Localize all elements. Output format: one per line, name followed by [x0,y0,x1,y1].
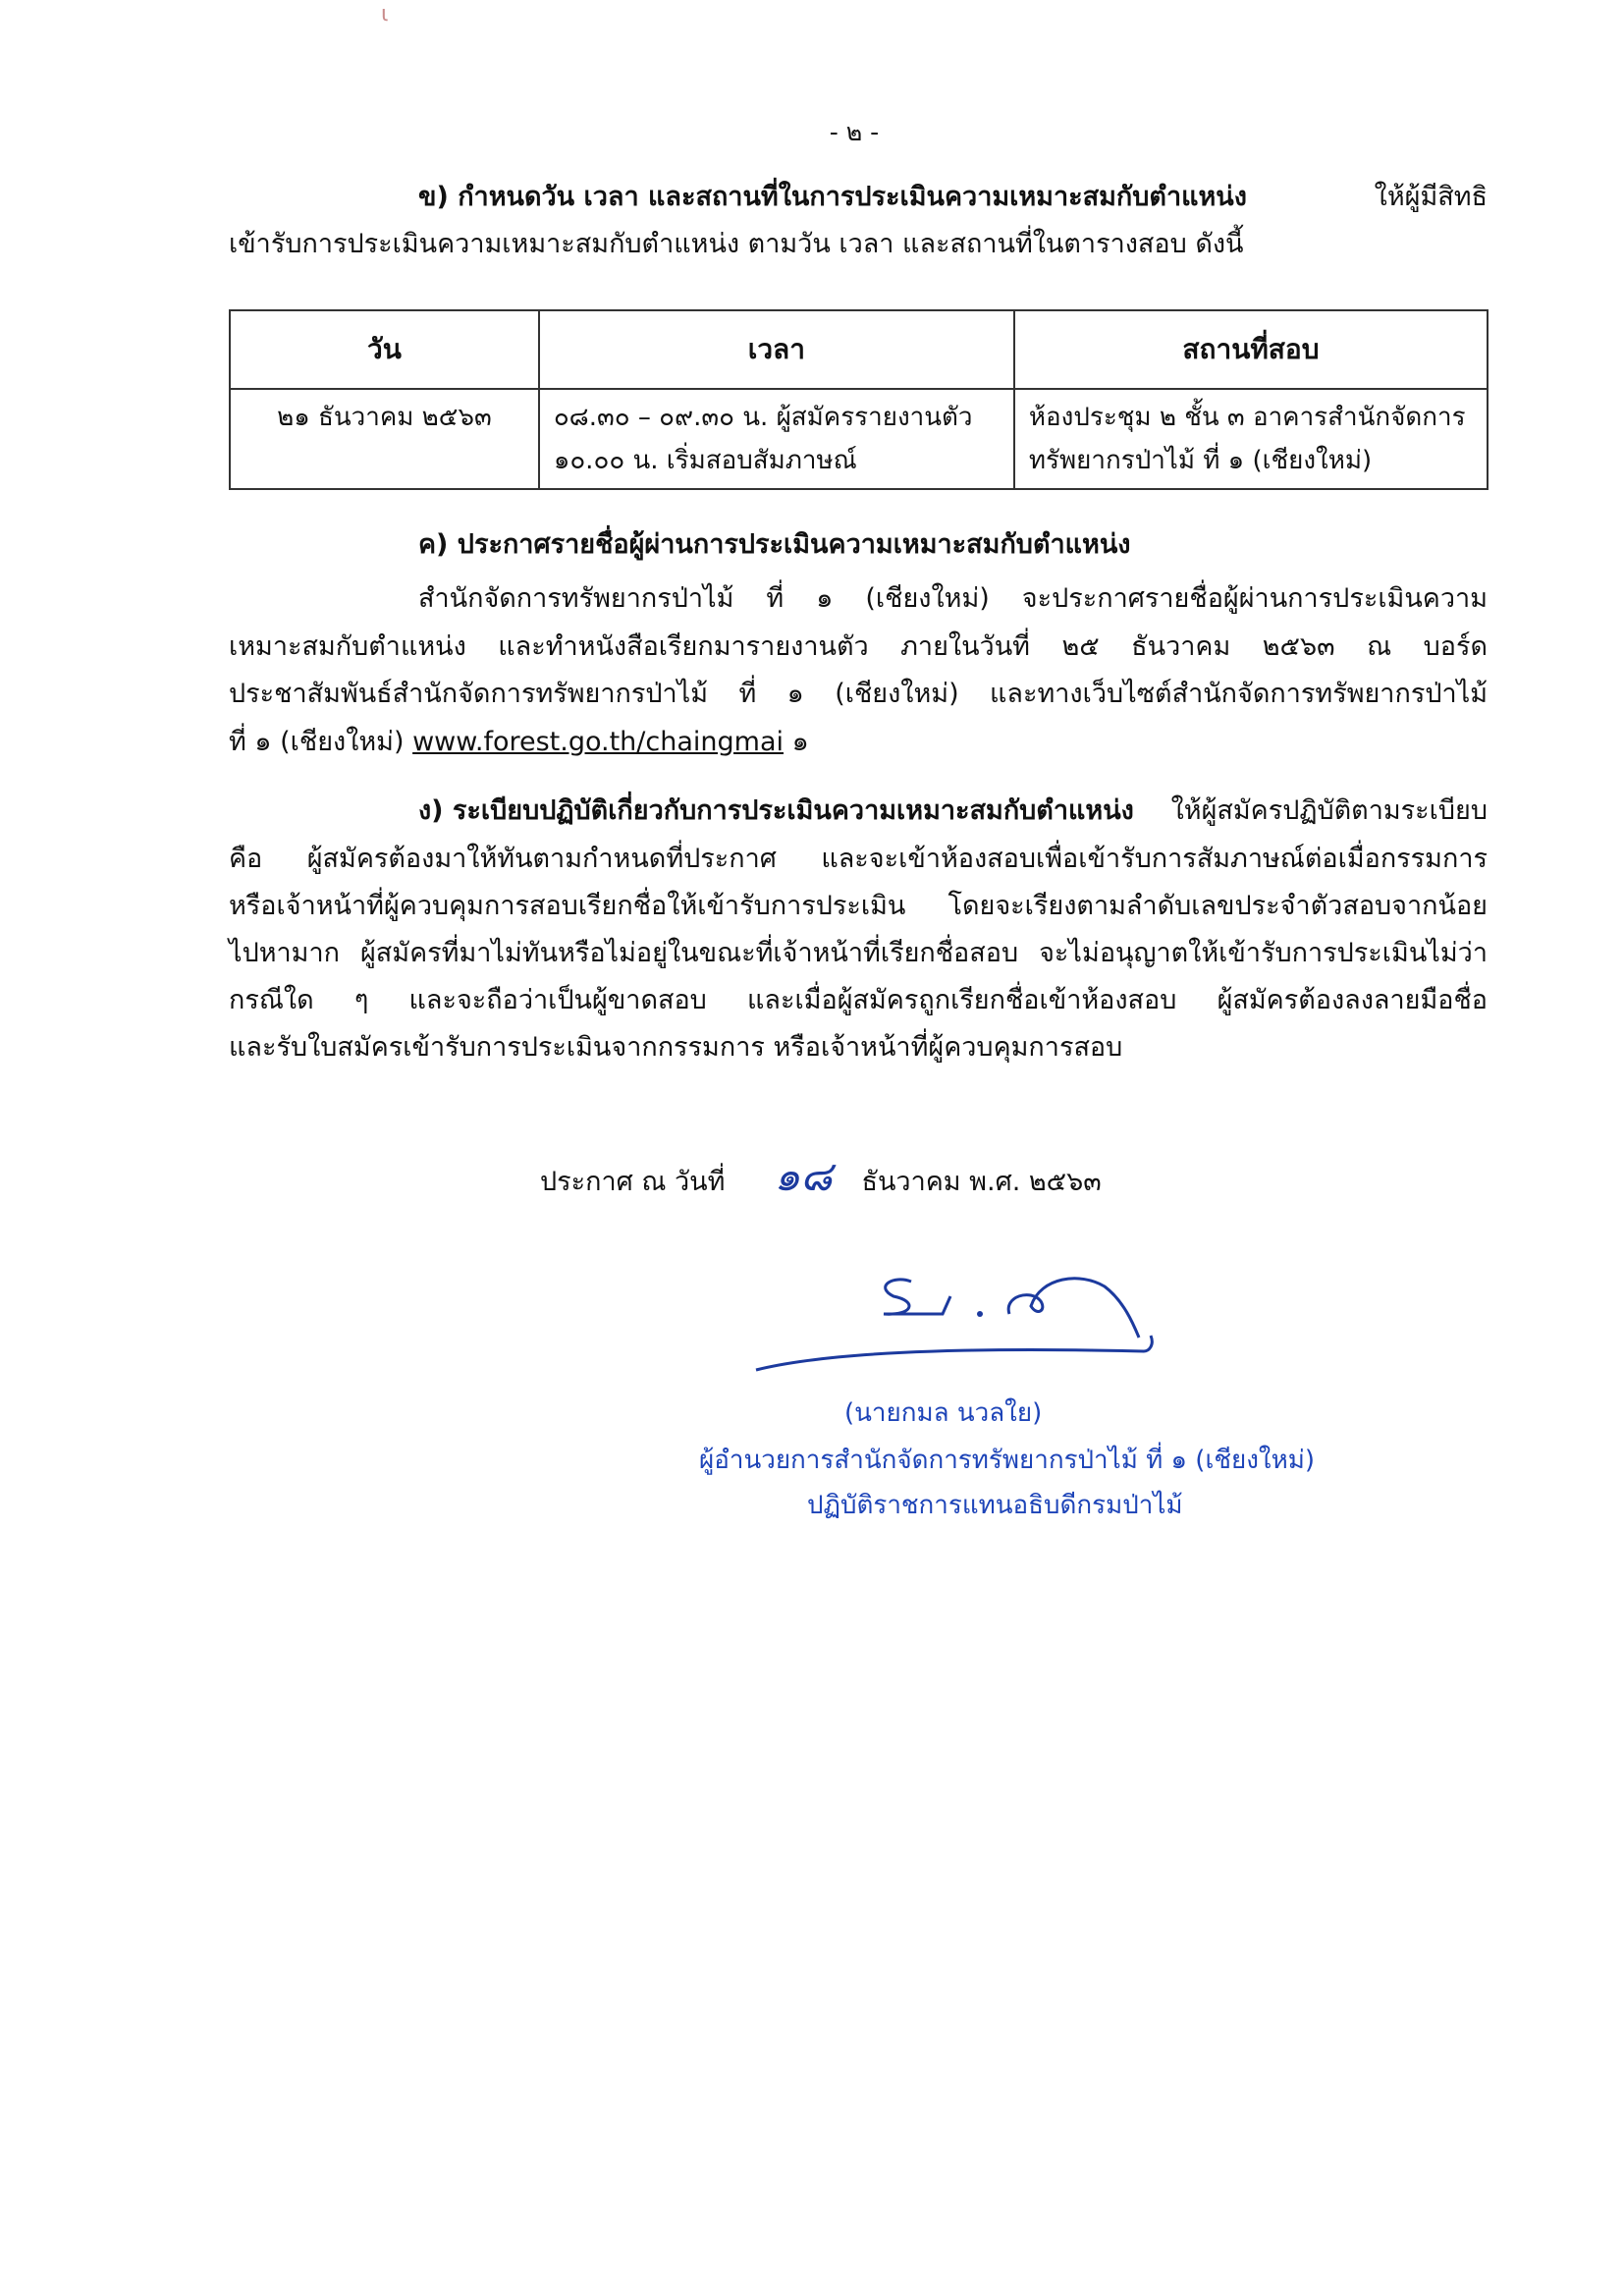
section-d-line5: กรณีใด ๆ และจะถือว่าเป็นผู้ขาดสอบ และเมื่อผู้สมัครถูกเรียกชื่อเข้าห้องสอบ ผู้สมัครต้องลงลายมือชื่อ [229,985,1488,1015]
section-d-line1 [418,789,1488,834]
section-b-line1 [418,175,1488,220]
cell-date: ๒๑ ธันวาคม ๒๕๖๓ [230,389,539,489]
section-b-line2: เข้ารับการประเมินความเหมาะสมกับตำแหน่ง ตามวัน เวลา และสถานที่ในตารางสอบ ดังนี้ [229,229,1244,259]
signer-name: (นายกมล นวลใย) [844,1398,1043,1428]
section-b-heading: ข) กำหนดวัน เวลา และสถานที่ในการประเมินความเหมาะสมกับตำแหน่ง [418,182,1247,212]
section-c-line2: เหมาะสมกับตำแหน่ง และทำหนังสือเรียกมารายงานตัว ภายในวันที่ ๒๕ ธันวาคม ๒๕๖๓ ณ บอร์ด [229,631,1488,662]
announcement-date [540,1144,1102,1209]
schedule-table [229,309,1489,490]
stray-pen-mark: ι [381,2,389,27]
table-row [230,389,1488,489]
section-c-line4 [229,720,1488,765]
section-d-line6: และรับใบสมัครเข้ารับการประเมินจากกรรมการ หรือเจ้าหน้าที่ผู้ควบคุมการสอบ [229,1032,1123,1063]
header-time: เวลา [539,310,1014,389]
place-line2: ทรัพยากรป่าไม้ ที่ ๑ (เชียงใหม่) [1028,446,1373,475]
page-number: - ๒ - [829,118,880,146]
website-link[interactable]: www.forest.go.th/chaingmai [412,727,784,757]
section-d-line4: ไปหามาก ผู้สมัครที่มาไม่ทันหรือไม่อยู่ในขณะที่เจ้าหน้าที่เรียกชื่อสอบ จะไม่อนุญาตให้เข้ารับการประเมินไม่ว่า [229,938,1488,968]
section-c-heading: ค) ประกาศรายชื่อผู้ผ่านการประเมินความเหมาะสมกับตำแหน่ง [418,529,1131,560]
section-c-line4-pre: ที่ ๑ (เชียงใหม่) [229,727,413,757]
handwritten-day: ๑๘ [774,1152,833,1200]
cell-place [1014,389,1488,489]
section-b-text: ให้ผู้มีสิทธิ [1374,182,1488,212]
time-report: ๐๘.๓๐ – ๐๙.๓๐ น. ผู้สมัครรายงานตัว [553,403,973,432]
announce-month-year: ธันวาคม พ.ศ. ๒๕๖๓ [861,1167,1102,1197]
section-d-text: ให้ผู้สมัครปฏิบัติตามระเบียบ [1170,795,1488,826]
header-place: สถานที่สอบ [1014,310,1488,389]
table-header-row [230,310,1488,389]
section-d-line2: คือ ผู้สมัครต้องมาให้ทันตามกำหนดที่ประกาศ และจะเข้าห้องสอบเพื่อเข้ารับการสัมภาษณ์ต่อเมื่อกรรมการ [229,844,1488,874]
handwritten-signature [746,1257,1168,1394]
signer-acting-title: ปฏิบัติราชการแทนอธิบดีกรมป่าไม้ [807,1491,1183,1520]
header-date: วัน [230,310,539,389]
section-c-line1: สำนักจัดการทรัพยากรป่าไม้ ที่ ๑ (เชียงใหม่) จะประกาศรายชื่อผู้ผ่านการประเมินความ [418,583,1488,614]
cell-time [539,389,1014,489]
section-c-line3: ประชาสัมพันธ์สำนักจัดการทรัพยากรป่าไม้ ที่ ๑ (เชียงใหม่) และทางเว็บไซต์สำนักจัดการทรัพยากรป่าไม้ [229,679,1488,709]
place-line1: ห้องประชุม ๒ ชั้น ๓ อาคารสำนักจัดการ [1028,403,1466,432]
section-c-line4-post: ๑ [784,727,809,757]
section-d-line3: หรือเจ้าหน้าที่ผู้ควบคุมการสอบเรียกชื่อให้เข้ารับการประเมิน โดยจะเรียงตามลำดับเลขประจำตัวสอบจากน้อย [229,891,1488,921]
announce-prefix: ประกาศ ณ วันที่ [540,1167,726,1197]
time-start: ๑๐.๐๐ น. เริ่มสอบสัมภาษณ์ [553,446,857,475]
section-d-heading: ง) ระเบียบปฏิบัติเกี่ยวกับการประเมินความเหมาะสมกับตำแหน่ง [418,795,1134,826]
signer-title: ผู้อำนวยการสำนักจัดการทรัพยากรป่าไม้ ที่ ๑ (เชียงใหม่) [699,1446,1316,1475]
